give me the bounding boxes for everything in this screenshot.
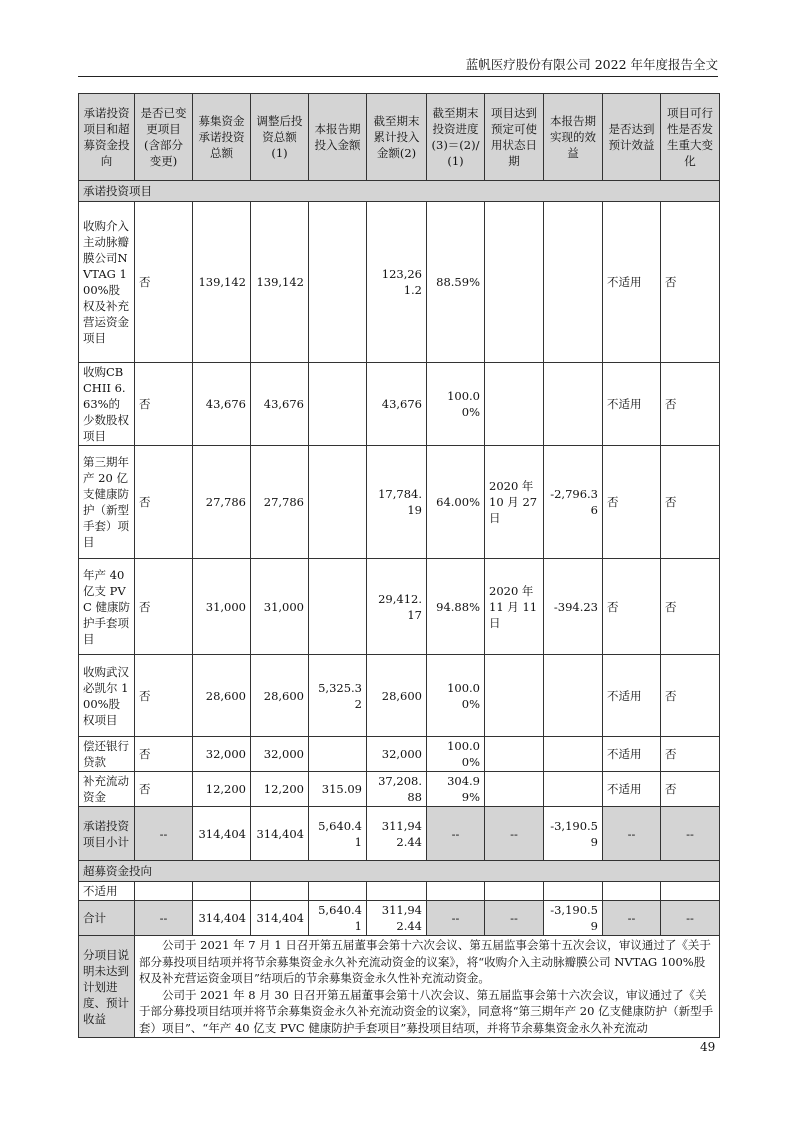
table-row <box>79 655 720 737</box>
feasibility-change: 否 <box>661 655 720 737</box>
committed-amount: 32,000 <box>193 737 251 772</box>
empty-cell <box>309 882 367 901</box>
project-name: 第三期年产 20 亿支健康防护（新型手套）项目 <box>79 446 135 559</box>
met-expectation: 不适用 <box>603 737 661 772</box>
committed-amount: 314,404 <box>193 807 251 861</box>
committed-amount: 31,000 <box>193 559 251 655</box>
feasibility-change: 否 <box>661 446 720 559</box>
benefit: -2,796.36 <box>544 446 603 559</box>
progress: 304.99% <box>427 772 485 807</box>
met-expectation: -- <box>603 807 661 861</box>
adjusted-amount: 314,404 <box>251 807 309 861</box>
ready-date: -- <box>485 807 544 861</box>
table-row <box>79 202 720 363</box>
changed: 否 <box>135 737 193 772</box>
col-header: 是否已变更项目(含部分变更) <box>135 94 193 181</box>
adjusted-amount: 31,000 <box>251 559 309 655</box>
committed-amount: 28,600 <box>193 655 251 737</box>
project-name: 收购介入主动脉瓣膜公司NVTAG 100%股权及补充营运资金项目 <box>79 202 135 363</box>
page-number: 49 <box>700 1040 716 1054</box>
empty-cell <box>367 882 427 901</box>
changed: 否 <box>135 446 193 559</box>
col-header: 项目达到预定可使用状态日期 <box>485 94 544 181</box>
period-amount: 315.09 <box>309 772 367 807</box>
cumulative-amount: 311,942.44 <box>367 901 427 936</box>
period-amount <box>309 446 367 559</box>
ready-date <box>485 363 544 446</box>
section-row-overraised <box>79 861 720 882</box>
progress: 100.00% <box>427 737 485 772</box>
changed: 否 <box>135 655 193 737</box>
note-paragraph: 公司于 2021 年 7 月 1 日召开第五届董事会第十六次会议、第五届监事会第十五次会议，审议通过了《关于部分募投项目结项并将节余募集资金永久补充流动资金的议案》，将“收购介入主动脉瓣膜公司 NVTAG 100%股权及补充营运资金项目”结项后的节余募集资金永久性补充流动资金。 <box>139 938 711 985</box>
project-name: 不适用 <box>79 882 135 901</box>
empty-cell <box>193 882 251 901</box>
total-label: 合计 <box>79 901 135 936</box>
feasibility-change: 否 <box>661 363 720 446</box>
project-name: 收购CBCHII 6.63%的少数股权项目 <box>79 363 135 446</box>
table-header-row <box>79 94 720 181</box>
col-header: 本报告期投入金额 <box>309 94 367 181</box>
col-header: 募集资金承诺投资总额 <box>193 94 251 181</box>
project-name: 补充流动资金 <box>79 772 135 807</box>
progress: -- <box>427 901 485 936</box>
met-expectation: 不适用 <box>603 363 661 446</box>
section-row-committed <box>79 181 720 202</box>
col-header: 承诺投资项目和超募资金投向 <box>79 94 135 181</box>
feasibility-change: 否 <box>661 772 720 807</box>
ready-date <box>485 737 544 772</box>
benefit <box>544 655 603 737</box>
project-name: 偿还银行贷款 <box>79 737 135 772</box>
met-expectation: 不适用 <box>603 202 661 363</box>
subtotal-label: 承诺投资项目小计 <box>79 807 135 861</box>
empty-cell <box>427 882 485 901</box>
period-amount <box>309 363 367 446</box>
ready-date: 2020 年 11 月 11 日 <box>485 559 544 655</box>
benefit: -3,190.59 <box>544 901 603 936</box>
cumulative-amount: 37,208.88 <box>367 772 427 807</box>
subtotal-row <box>79 807 720 861</box>
adjusted-amount: 314,404 <box>251 901 309 936</box>
period-amount <box>309 559 367 655</box>
cumulative-amount: 43,676 <box>367 363 427 446</box>
committed-amount: 139,142 <box>193 202 251 363</box>
period-amount: 5,640.41 <box>309 807 367 861</box>
progress: 100.00% <box>427 363 485 446</box>
cumulative-amount: 29,412.17 <box>367 559 427 655</box>
cumulative-amount: 123,261.2 <box>367 202 427 363</box>
benefit: -3,190.59 <box>544 807 603 861</box>
progress: 64.00% <box>427 446 485 559</box>
committed-amount: 314,404 <box>193 901 251 936</box>
total-row <box>79 901 720 936</box>
empty-cell <box>544 882 603 901</box>
benefit <box>544 363 603 446</box>
progress: 94.88% <box>427 559 485 655</box>
ready-date: 2020 年 10 月 27 日 <box>485 446 544 559</box>
cumulative-amount: 311,942.44 <box>367 807 427 861</box>
empty-cell <box>661 882 720 901</box>
progress: -- <box>427 807 485 861</box>
adjusted-amount: 43,676 <box>251 363 309 446</box>
project-name: 年产 40 亿支 PVC 健康防护手套项目 <box>79 559 135 655</box>
benefit <box>544 772 603 807</box>
met-expectation: 否 <box>603 559 661 655</box>
changed: -- <box>135 901 193 936</box>
project-name: 收购武汉必凯尔 100%股权项目 <box>79 655 135 737</box>
table-row <box>79 737 720 772</box>
section-label: 承诺投资项目 <box>79 181 720 202</box>
col-header: 截至期末投资进度(3)＝(2)/(1) <box>427 94 485 181</box>
cumulative-amount: 17,784.19 <box>367 446 427 559</box>
empty-cell <box>485 882 544 901</box>
met-expectation: -- <box>603 901 661 936</box>
adjusted-amount: 27,786 <box>251 446 309 559</box>
adjusted-amount: 12,200 <box>251 772 309 807</box>
overraised-row <box>79 882 720 901</box>
col-header: 是否达到预计效益 <box>603 94 661 181</box>
committed-amount: 43,676 <box>193 363 251 446</box>
feasibility-change: -- <box>661 807 720 861</box>
ready-date <box>485 202 544 363</box>
section-label: 超募资金投向 <box>79 861 720 882</box>
changed: 否 <box>135 772 193 807</box>
ready-date: -- <box>485 901 544 936</box>
committed-amount: 27,786 <box>193 446 251 559</box>
period-amount: 5,640.41 <box>309 901 367 936</box>
fund-usage-table <box>78 93 720 1038</box>
table-row <box>79 559 720 655</box>
met-expectation: 否 <box>603 446 661 559</box>
note-row <box>79 936 720 1038</box>
feasibility-change: -- <box>661 901 720 936</box>
progress: 88.59% <box>427 202 485 363</box>
changed: 否 <box>135 363 193 446</box>
note-paragraph: 公司于 2021 年 8 月 30 日召开第五届董事会第十八次会议、第五届监事会第十六次会议，审议通过了《关于部分募投项目结项并将节余募集资金永久补充流动资金的议案》，同意将“第三期年产 20 亿支健康防护（新型手套）项目”、“年产 40 亿支 PVC 健康防护手套项目”募投项目结项，并将节余募集资金永久补充流动 <box>139 987 714 1035</box>
feasibility-change: 否 <box>661 202 720 363</box>
met-expectation: 不适用 <box>603 772 661 807</box>
cumulative-amount: 28,600 <box>367 655 427 737</box>
adjusted-amount: 32,000 <box>251 737 309 772</box>
table-row <box>79 772 720 807</box>
progress: 100.00% <box>427 655 485 737</box>
col-header: 本报告期实现的效益 <box>544 94 603 181</box>
benefit <box>544 737 603 772</box>
changed: -- <box>135 807 193 861</box>
adjusted-amount: 28,600 <box>251 655 309 737</box>
table-row <box>79 363 720 446</box>
empty-cell <box>603 882 661 901</box>
note-content <box>135 936 720 1038</box>
changed: 否 <box>135 559 193 655</box>
table-row <box>79 446 720 559</box>
report-title: 蓝帆医疗股份有限公司 2022 年年度报告全文 <box>465 57 718 72</box>
period-amount: 5,325.32 <box>309 655 367 737</box>
changed: 否 <box>135 202 193 363</box>
benefit: -394.23 <box>544 559 603 655</box>
page-header <box>78 56 718 77</box>
met-expectation: 不适用 <box>603 655 661 737</box>
period-amount <box>309 202 367 363</box>
empty-cell <box>135 882 193 901</box>
committed-amount: 12,200 <box>193 772 251 807</box>
empty-cell <box>251 882 309 901</box>
cumulative-amount: 32,000 <box>367 737 427 772</box>
adjusted-amount: 139,142 <box>251 202 309 363</box>
feasibility-change: 否 <box>661 559 720 655</box>
period-amount <box>309 737 367 772</box>
col-header: 调整后投资总额(1) <box>251 94 309 181</box>
note-label: 分项目说明未达到计划进度、预计收益 <box>79 936 135 1038</box>
col-header: 项目可行性是否发生重大变化 <box>661 94 720 181</box>
ready-date <box>485 655 544 737</box>
feasibility-change: 否 <box>661 737 720 772</box>
ready-date <box>485 772 544 807</box>
col-header: 截至期末累计投入金额(2) <box>367 94 427 181</box>
benefit <box>544 202 603 363</box>
